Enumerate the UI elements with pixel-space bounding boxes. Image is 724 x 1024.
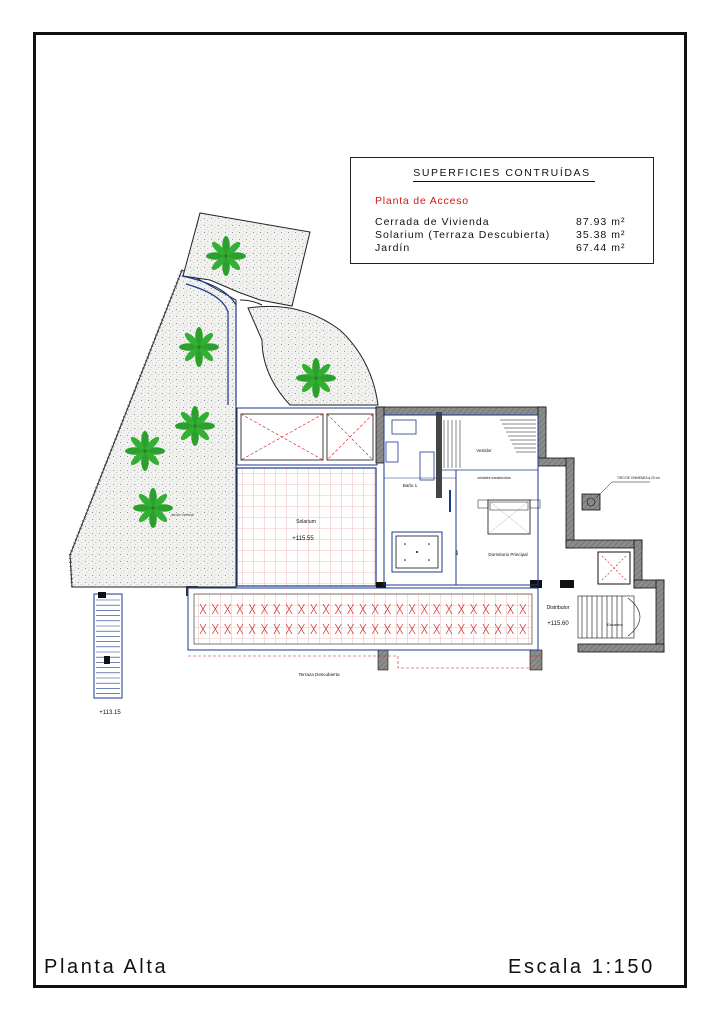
- legend-row-value: 67.44 m²: [576, 242, 626, 254]
- solarium-label: Solarium: [296, 519, 316, 525]
- ble-label: Ble: [455, 549, 459, 555]
- bed-icon: [478, 500, 540, 534]
- legend-row-value: 35.38 m²: [576, 229, 626, 241]
- distributor-level: +115.60: [547, 621, 569, 627]
- bano-label: Baño 1: [402, 483, 418, 488]
- escalera-label: Escalera: [607, 622, 623, 627]
- surfaces-legend: [350, 157, 654, 264]
- sheet-title: Planta Alta: [44, 956, 169, 978]
- legend-row-label: Jardín: [375, 242, 411, 254]
- legend-title-underline: [413, 181, 595, 182]
- solarium-deck: [237, 468, 376, 586]
- legend-row-label: Cerrada de Vivienda: [375, 216, 490, 228]
- distributor-label: Distributor: [546, 605, 570, 611]
- vestidor-label: Vestidor: [476, 448, 492, 453]
- legend-row-value: 87.93 m²: [576, 216, 626, 228]
- solarium-level: +115.55: [292, 536, 314, 542]
- dormitorio-label: Dormitorio Principal: [488, 552, 528, 557]
- cristales-label: cristales translúcidos: [477, 476, 511, 480]
- terraza-label: Terraza Descubierta: [298, 672, 340, 677]
- chimenea-label: TIRO DE CHIMENEA ø 20 cm: [617, 476, 660, 480]
- legend-subtitle: Planta de Acceso: [375, 195, 469, 207]
- legend-title: SUPERFICIES CONTRUÍDAS: [413, 167, 591, 179]
- exterior-stair: [94, 592, 122, 698]
- legend-row-label: Solarium (Terraza Descubierta): [375, 229, 551, 241]
- stair-level: +113.15: [99, 710, 121, 716]
- stair-icon: [578, 596, 640, 638]
- garden-note: Jardín Vertical: [170, 513, 194, 517]
- sheet-scale: Escala 1:150: [508, 956, 655, 978]
